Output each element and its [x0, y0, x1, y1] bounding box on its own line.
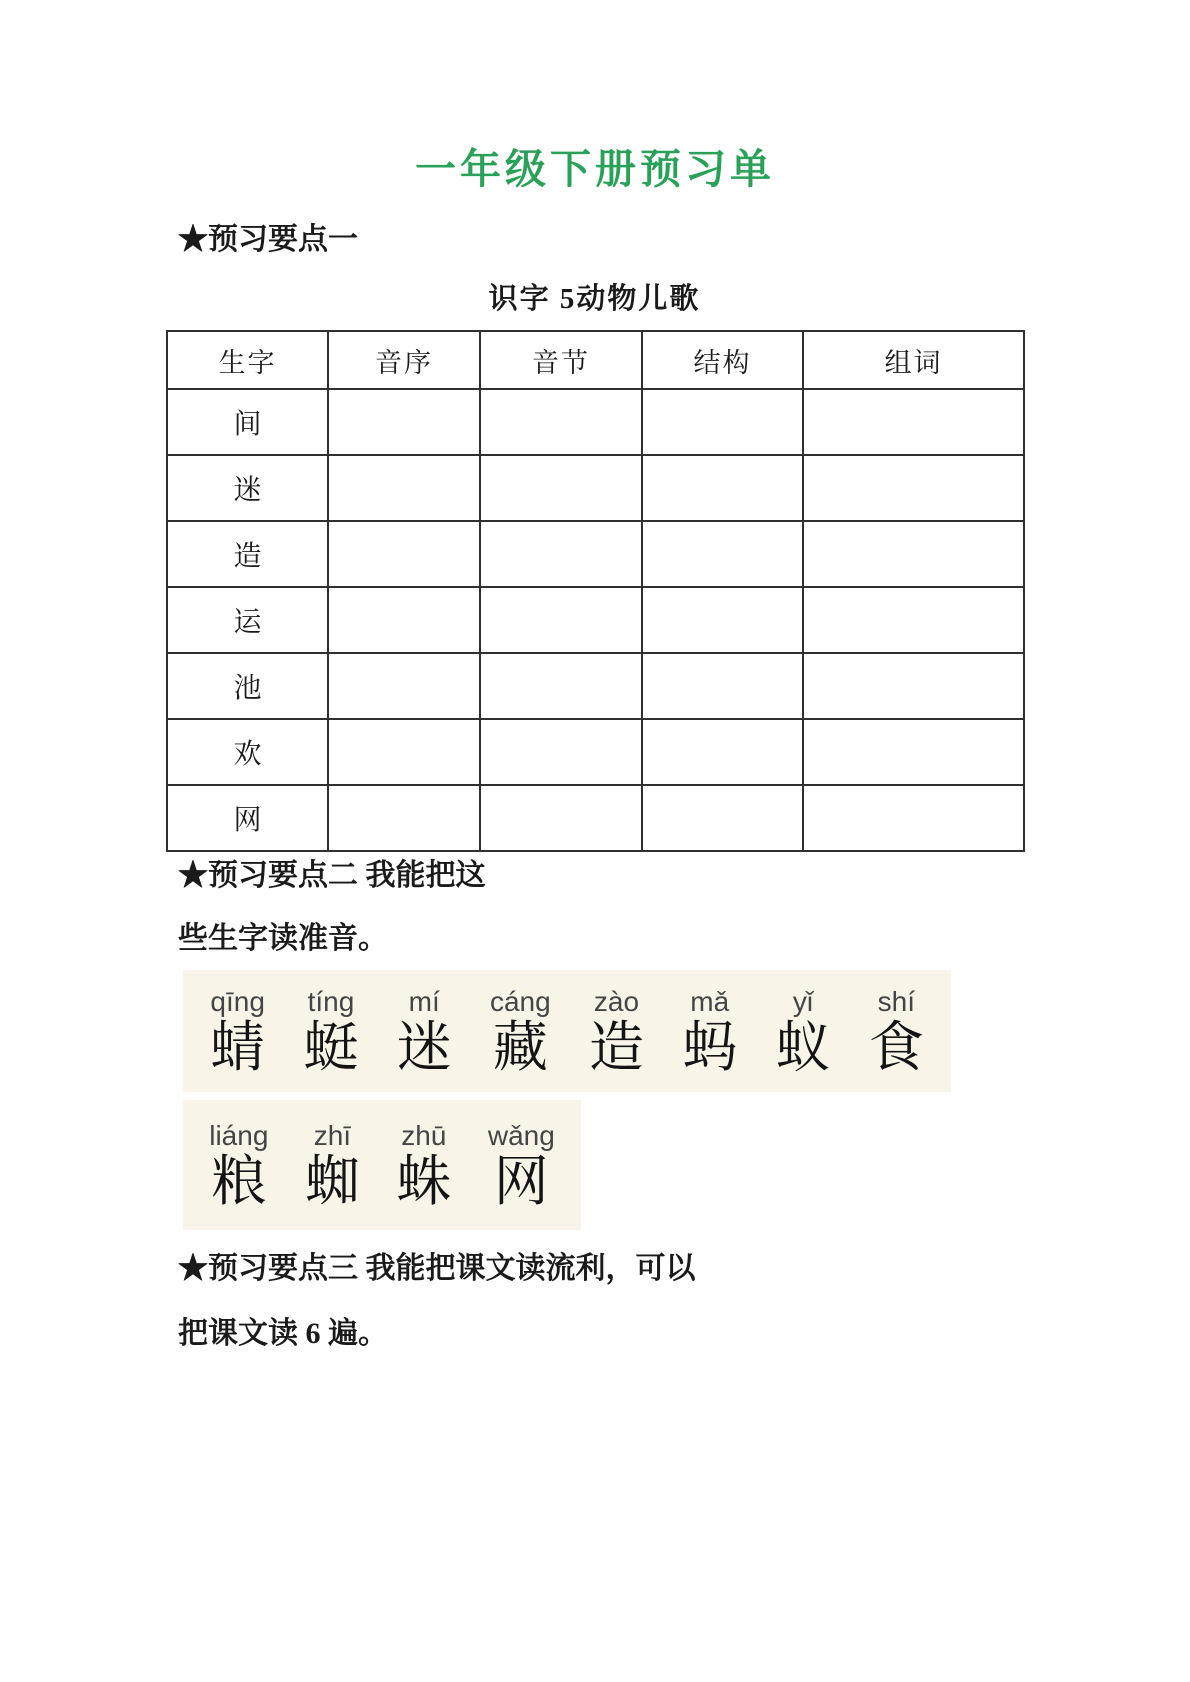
character-cell: 运 — [167, 587, 328, 653]
empty-cell — [642, 455, 803, 521]
header-cell-yinxu: 音序 — [328, 331, 480, 389]
hanzi-text: 蛛 — [396, 1151, 452, 1213]
pinyin-item — [191, 985, 284, 1079]
empty-cell — [642, 785, 803, 851]
pinyin-item — [284, 985, 377, 1079]
table-header-row — [167, 331, 1024, 389]
empty-cell — [803, 455, 1024, 521]
pinyin-item — [378, 985, 471, 1079]
pinyin-item — [850, 985, 943, 1079]
pinyin-text: liáng — [209, 1119, 269, 1151]
empty-cell — [803, 785, 1024, 851]
empty-cell — [480, 389, 642, 455]
empty-cell — [328, 521, 480, 587]
empty-cell — [803, 653, 1024, 719]
page-title: 一年级下册预习单 — [415, 146, 775, 192]
hanzi-text: 迷 — [396, 1017, 452, 1079]
pinyin-text: zào — [593, 985, 640, 1017]
hanzi-text: 蜓 — [303, 1017, 359, 1079]
pinyin-item — [470, 1119, 573, 1213]
section-three-heading-line2: 把课文读 6 遍。 — [178, 1317, 388, 1350]
pinyin-text: mí — [408, 985, 440, 1017]
empty-cell — [803, 587, 1024, 653]
empty-cell — [803, 719, 1024, 785]
hanzi-text: 蚁 — [775, 1017, 831, 1079]
empty-cell — [328, 785, 480, 851]
empty-cell — [642, 521, 803, 587]
hanzi-text: 蜘 — [304, 1151, 360, 1213]
table-row — [167, 587, 1024, 653]
empty-cell — [803, 389, 1024, 455]
empty-cell — [480, 785, 642, 851]
character-cell: 间 — [167, 389, 328, 455]
empty-cell — [480, 653, 642, 719]
hanzi-text: 造 — [588, 1017, 644, 1079]
empty-cell — [480, 455, 642, 521]
hanzi-text: 蚂 — [682, 1017, 738, 1079]
pinyin-item — [663, 985, 756, 1079]
pinyin-text: wǎng — [487, 1119, 555, 1151]
header-cell-shengzi: 生字 — [167, 331, 328, 389]
hanzi-text: 网 — [493, 1151, 549, 1213]
pinyin-text: zhī — [313, 1119, 352, 1151]
table-row — [167, 653, 1024, 719]
header-cell-zuci: 组词 — [803, 331, 1024, 389]
pinyin-text: tíng — [307, 985, 355, 1017]
pinyin-block-2 — [183, 1100, 581, 1230]
hanzi-text: 粮 — [211, 1151, 267, 1213]
empty-cell — [642, 719, 803, 785]
section-two-heading-line1: ★预习要点二 我能把这 — [178, 859, 486, 892]
pinyin-item — [287, 1119, 378, 1213]
table-row — [167, 785, 1024, 851]
pinyin-text: mǎ — [690, 985, 730, 1017]
header-cell-yinjie: 音节 — [480, 331, 642, 389]
empty-cell — [642, 389, 803, 455]
empty-cell — [328, 719, 480, 785]
empty-cell — [803, 521, 1024, 587]
pinyin-item — [756, 985, 849, 1079]
empty-cell — [642, 587, 803, 653]
section-two-heading-line2: 些生字读准音。 — [178, 922, 388, 955]
section-three-heading-line1: ★预习要点三 我能把课文读流利，可以 — [178, 1252, 696, 1285]
hanzi-text: 蜻 — [210, 1017, 266, 1079]
empty-cell — [480, 587, 642, 653]
character-cell: 欢 — [167, 719, 328, 785]
empty-cell — [480, 521, 642, 587]
pinyin-item — [378, 1119, 469, 1213]
pinyin-text: zhū — [401, 1119, 447, 1151]
character-cell: 迷 — [167, 455, 328, 521]
table-row — [167, 719, 1024, 785]
empty-cell — [480, 719, 642, 785]
empty-cell — [642, 653, 803, 719]
vocab-table — [166, 330, 1025, 852]
character-cell: 池 — [167, 653, 328, 719]
lesson-title: 识字 5动物儿歌 — [488, 283, 701, 315]
table-row — [167, 389, 1024, 455]
pinyin-item — [570, 985, 663, 1079]
hanzi-text: 藏 — [492, 1017, 548, 1079]
empty-cell — [328, 653, 480, 719]
pinyin-item — [471, 985, 570, 1079]
hanzi-text: 食 — [868, 1017, 924, 1079]
pinyin-text: qīng — [210, 985, 265, 1017]
empty-cell — [328, 587, 480, 653]
pinyin-block-1 — [183, 970, 951, 1092]
pinyin-text: yǐ — [792, 985, 814, 1017]
empty-cell — [328, 389, 480, 455]
pinyin-item — [191, 1119, 287, 1213]
table-row — [167, 521, 1024, 587]
section-one-heading: ★预习要点一 — [178, 223, 358, 256]
pinyin-text: shí — [877, 985, 915, 1017]
empty-cell — [328, 455, 480, 521]
pinyin-text: cáng — [489, 985, 551, 1017]
header-cell-jiegou: 结构 — [642, 331, 803, 389]
character-cell: 网 — [167, 785, 328, 851]
table-row — [167, 455, 1024, 521]
character-cell: 造 — [167, 521, 328, 587]
